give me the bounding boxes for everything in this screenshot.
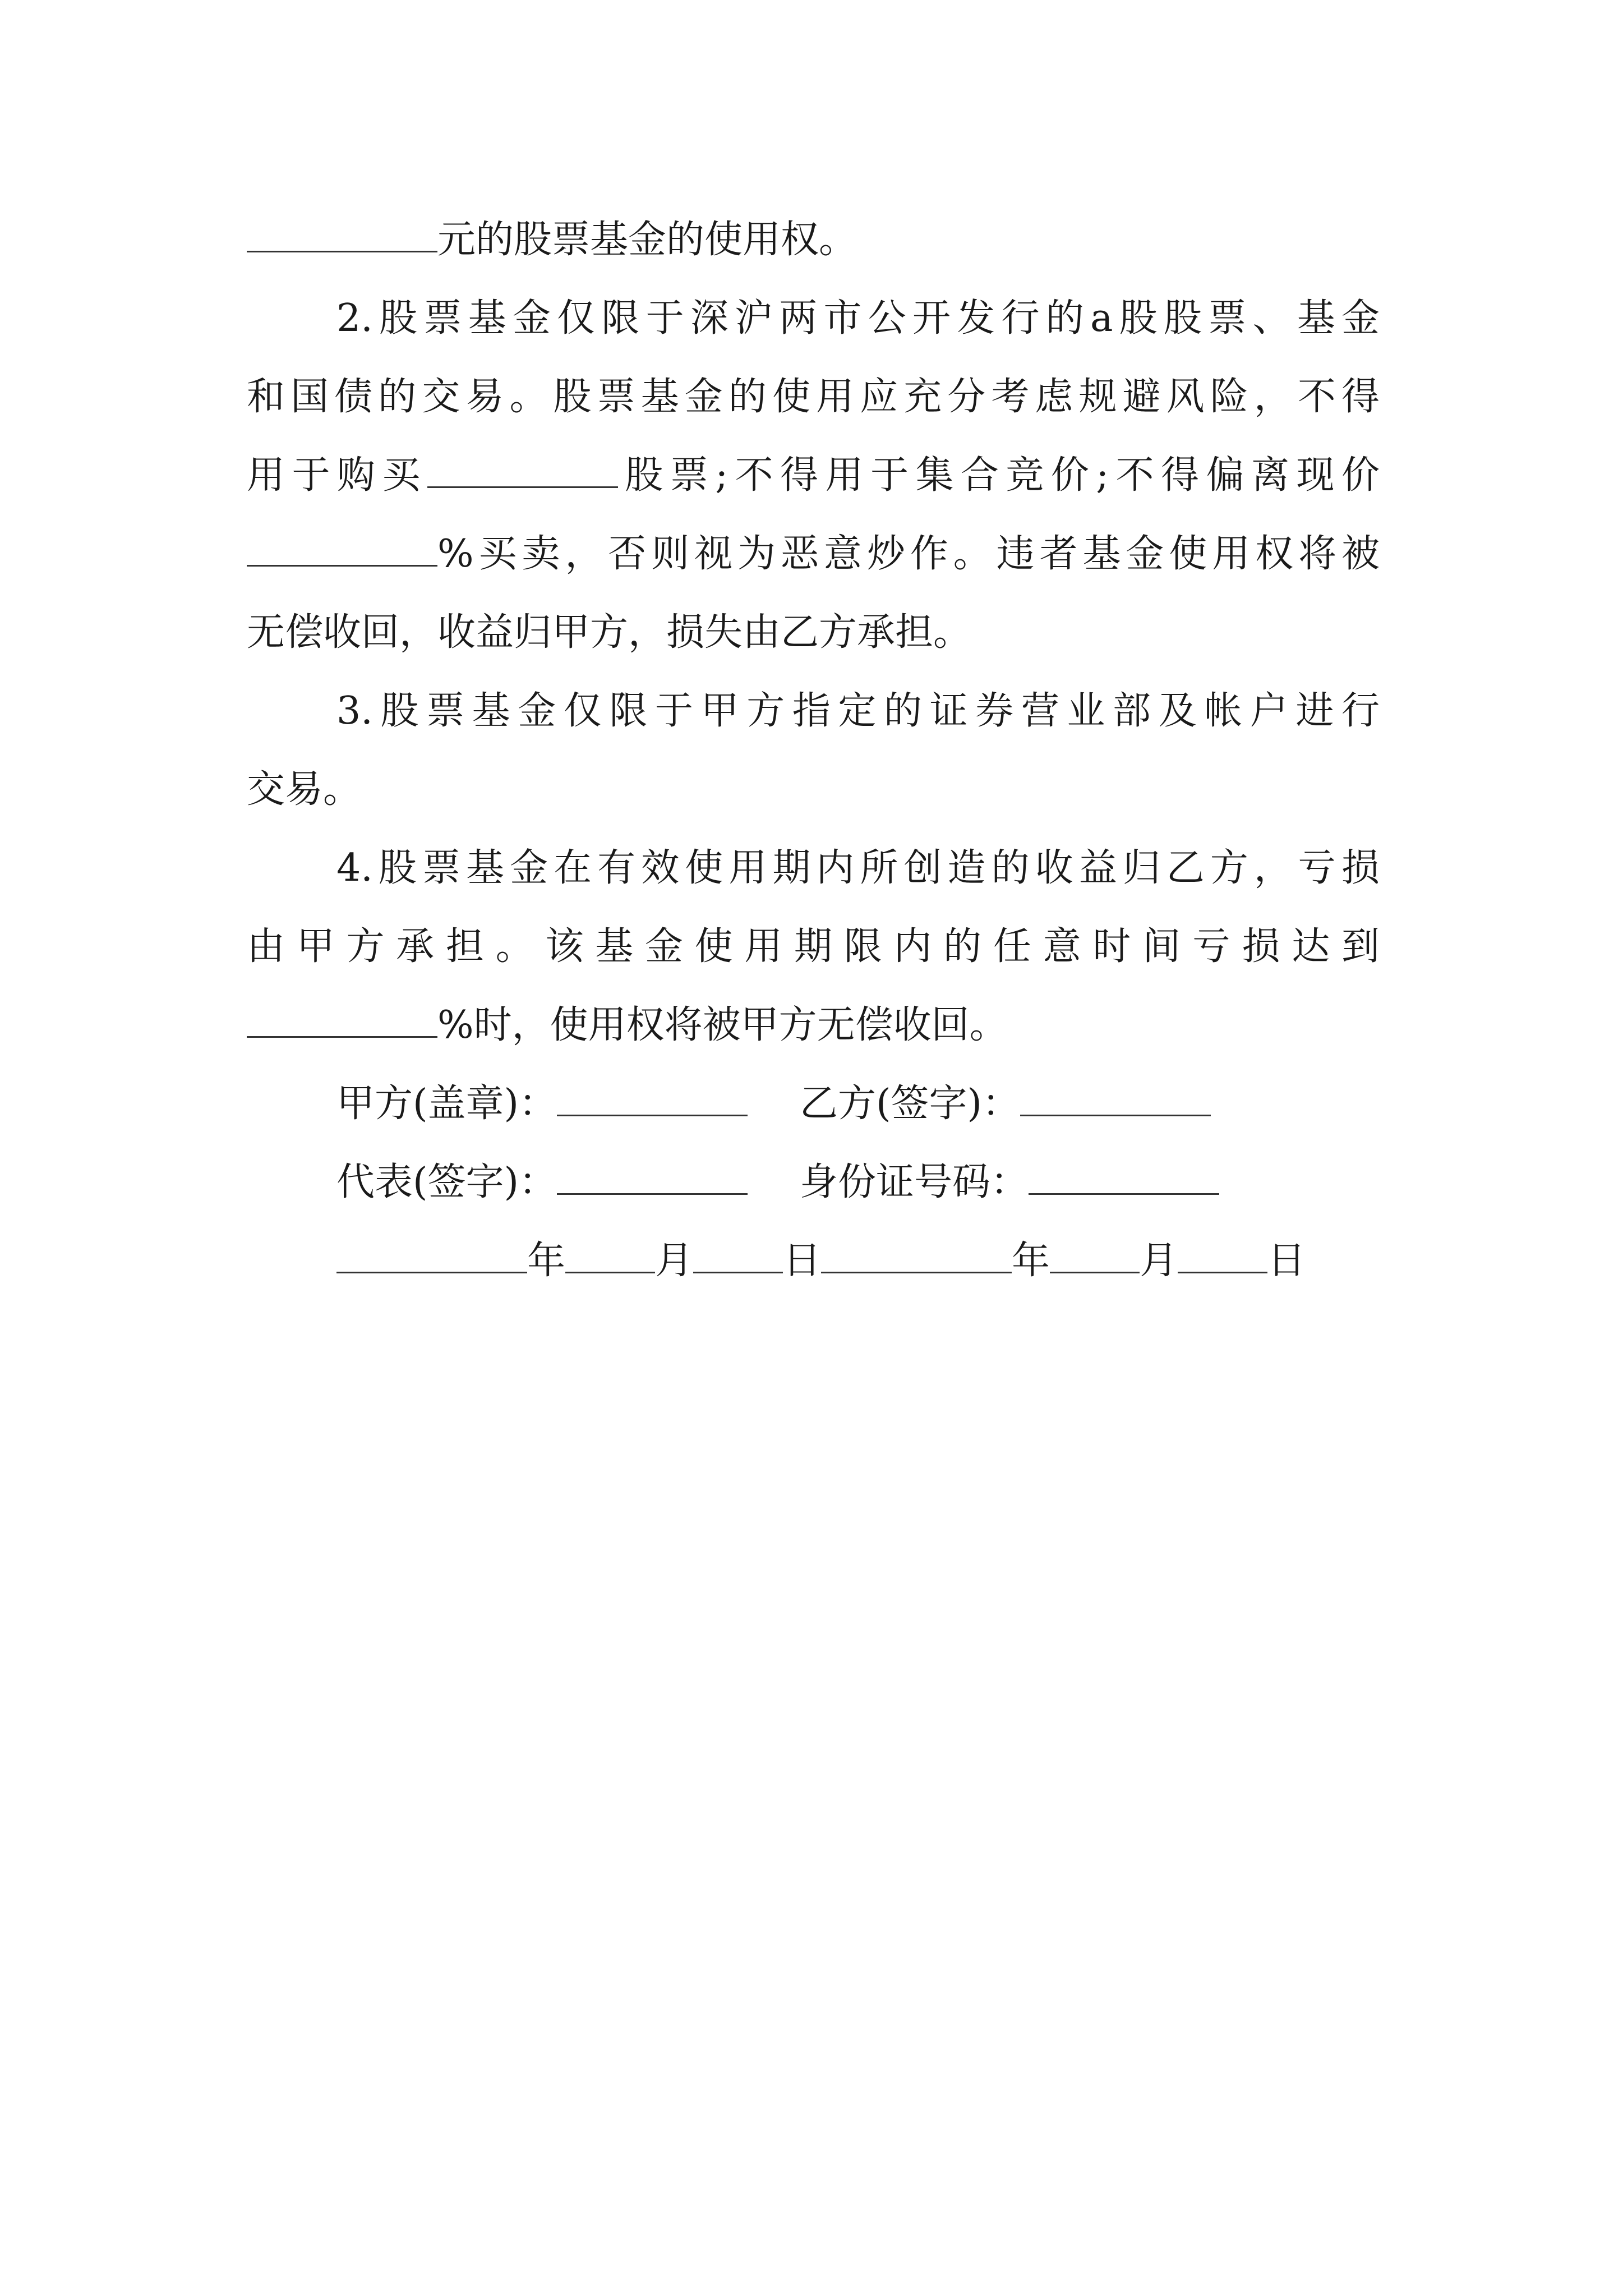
party-b-year-blank[interactable] bbox=[821, 1235, 1012, 1273]
date-row bbox=[336, 1233, 1306, 1289]
representative-label: 代表(签字)： bbox=[336, 1160, 557, 1204]
amount-blank[interactable] bbox=[247, 214, 437, 252]
clause-4-line-1: 4.股票基金在有效使用期内所创造的收益归乙方，亏损 bbox=[336, 846, 1380, 890]
party-a-day-blank[interactable] bbox=[693, 1235, 783, 1273]
party-a-year-blank[interactable] bbox=[336, 1235, 527, 1273]
clause-2-line-3-a: 用于购买 bbox=[247, 453, 427, 498]
party-a-seal-row bbox=[336, 1076, 748, 1132]
price-deviation-blank[interactable] bbox=[247, 528, 437, 567]
party-b-day-blank[interactable] bbox=[1178, 1235, 1267, 1273]
clause-2-line-1: 2.股票基金仅限于深沪两市公开发行的a股股票、基金 bbox=[336, 296, 1380, 341]
clause-1-tail bbox=[247, 212, 1380, 268]
clause-2-line-4 bbox=[247, 526, 1380, 582]
representative-row bbox=[336, 1154, 748, 1211]
clause-3-line-1: 3.股票基金仅限于甲方指定的证券营业部及帐户进行 bbox=[336, 689, 1380, 733]
party-a-month-label: 月 bbox=[655, 1239, 694, 1283]
id-number-blank[interactable] bbox=[1029, 1156, 1219, 1195]
party-b-day-label: 日 bbox=[1267, 1239, 1306, 1283]
party-a-year-label: 年 bbox=[527, 1239, 566, 1283]
stock-type-blank[interactable] bbox=[427, 449, 618, 488]
party-a-month-blank[interactable] bbox=[565, 1235, 655, 1273]
clause-2-line-2: 和国债的交易。股票基金的使用应充分考虑规避风险，不得 bbox=[247, 375, 1380, 419]
clause-4-line-3-text: %时，使用权将被甲方无偿收回。 bbox=[437, 1003, 1008, 1047]
party-b-year-label: 年 bbox=[1012, 1239, 1050, 1283]
party-a-seal-blank[interactable] bbox=[557, 1078, 748, 1116]
clause-1-tail-text: 元的股票基金的使用权。 bbox=[437, 218, 857, 262]
party-b-sign-blank[interactable] bbox=[1020, 1078, 1211, 1116]
party-b-sign-row bbox=[800, 1076, 1211, 1132]
party-a-label: 甲方(盖章)： bbox=[336, 1082, 557, 1126]
party-b-label: 乙方(签字)： bbox=[800, 1082, 1021, 1126]
loss-threshold-blank[interactable] bbox=[247, 999, 437, 1038]
representative-blank[interactable] bbox=[557, 1156, 748, 1195]
id-number-label: 身份证号码： bbox=[800, 1160, 1029, 1204]
party-a-day-label: 日 bbox=[783, 1239, 822, 1283]
clause-2-line-3-b: 股票;不得用于集合竞价;不得偏离现价 bbox=[617, 453, 1380, 498]
clause-2-line-5: 无偿收回，收益归甲方，损失由乙方承担。 bbox=[247, 610, 972, 655]
id-number-row bbox=[800, 1154, 1219, 1211]
clause-4-line-2: 由甲方承担。该基金使用期限内的任意时间亏损达到 bbox=[247, 924, 1380, 969]
clause-2-line-3 bbox=[247, 448, 1380, 504]
clause-3-line-2: 交易。 bbox=[247, 767, 362, 812]
party-b-month-blank[interactable] bbox=[1050, 1235, 1140, 1273]
clause-2-line-4-text: %买卖，否则视为恶意炒作。违者基金使用权将被 bbox=[437, 532, 1380, 576]
party-b-month-label: 月 bbox=[1140, 1239, 1178, 1283]
clause-4-line-3 bbox=[247, 997, 1380, 1053]
